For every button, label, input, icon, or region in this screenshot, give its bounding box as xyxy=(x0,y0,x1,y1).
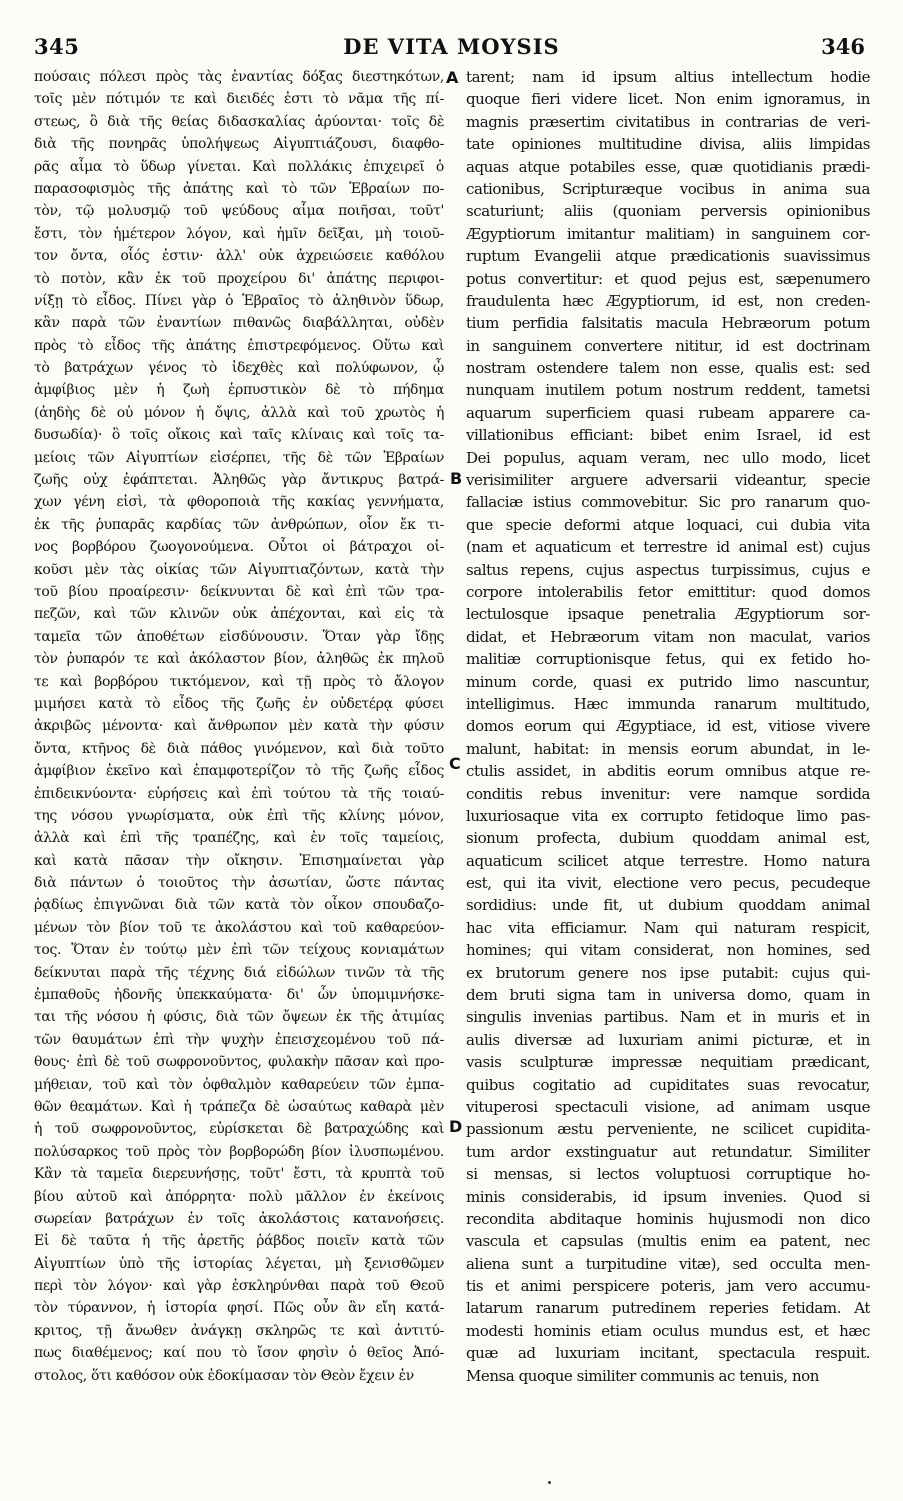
latin-text-line: passionum æstu perveniente, ne scilicet cupidita- xyxy=(466,1120,870,1139)
greek-text-line: χων γένη εἰσὶ, τὰ φθοροποιὰ τῆς κακίας γεννήματα, xyxy=(34,494,444,511)
latin-text-column xyxy=(466,66,870,1387)
latin-text-line: latarum ranarum putredinem reperies fetidam. At xyxy=(466,1299,870,1318)
page-number-left: 345 xyxy=(34,34,80,59)
latin-text-line: minis considerabis, id ipsum invenies. Quod si xyxy=(466,1187,870,1206)
latin-text-line: aliena sunt a turpitudine vitæ), sed occulta men- xyxy=(466,1254,870,1273)
greek-text-line: ζωῆς οὐχ ἐφάπτεται. Ἀληθῶς γὰρ ἄντικρυς βατρά- xyxy=(34,472,444,489)
greek-text-line: μήθειαν, τοῦ καὶ τὸν ὀφθαλμὸν καθαρεύειν τῶν ἐμπα- xyxy=(34,1076,444,1093)
greek-text-line: τὸν, τῷ μολυσμῷ τοῦ ψεύδους αἷμα ποιῆσαι, τοῦτ' xyxy=(34,203,444,220)
latin-text-line: intelligimus. Hæc immunda ranarum multitudo, xyxy=(466,694,870,713)
margin-marker-c: C xyxy=(449,754,461,773)
running-title: DE VITA MOYSIS xyxy=(343,34,560,59)
greek-text-line: τὸ βατράχων γένος τὸ ἰδεχθὲς καὶ πολύφωνον, ᾧ xyxy=(34,360,444,377)
greek-text-line: τὸ ποτὸν, κἂν ἐκ τοῦ προχείρου δι' ἀπάτης περιφοι- xyxy=(34,270,444,287)
latin-text-line: nunquam inutilem potum nostrum reddent, tametsi xyxy=(466,381,870,400)
greek-text-line: της νόσου γνωρίσματα, οὐκ ἐπὶ τῆς κλίνης μόνον, xyxy=(34,807,444,824)
latin-text-line: nostram ostendere talem non esse, qualis est: sed xyxy=(466,359,870,378)
latin-text-line: conditis rebus invenitur: vere namque sordida xyxy=(466,784,870,803)
latin-text-line: didat, et Hebræorum vitam non maculat, varios xyxy=(466,627,870,646)
latin-text-line: (nam et aquaticum et terrestre id animal est) cujus xyxy=(466,538,870,557)
greek-text-line: στεως, ὃ διὰ τῆς θείας διδασκαλίας ἀρύονται· τοῖς δὲ xyxy=(34,113,444,130)
greek-text-line: διὰ πάντων ὁ τοιοῦτος τὴν ἀσωτίαν, ὥστε πάντας xyxy=(34,875,444,892)
print-speck xyxy=(548,1481,551,1484)
greek-text-line: πολύσαρκος τοῦ πρὸς τὸν βορβορώδη βίον ἰλυσπωμένου. xyxy=(34,1143,444,1160)
greek-text-line: ἐπιδεικνύοντα· εὑρήσεις καὶ ἐπὶ τούτου τὰ τῆς τοιαύ- xyxy=(34,785,444,802)
greek-text-line: τος. Ὅταν ἐν τούτῳ μὲν ἐπὶ τῶν τείχους κονιαμάτων xyxy=(34,942,444,959)
greek-text-line: πως διαθέμενος; καί που τὸ ἴσον φησὶν ὁ θεῖος Ἀπό- xyxy=(34,1345,444,1362)
page-header xyxy=(0,0,903,62)
latin-text-line: quibus cogitatio ad cupiditates suas revocatur, xyxy=(466,1075,870,1094)
latin-text-line: tum ardor exstinguatur aut retundatur. Similiter xyxy=(466,1142,870,1161)
greek-text-line: ἀμφίβιος μὲν ἡ ζωὴ ἑρπυστικὸν δὲ τὸ πήδημα xyxy=(34,382,444,399)
greek-text-line: Εἰ δὲ ταῦτα ἡ τῆς ἀρετῆς ῥάβδος ποιεῖν κατὰ τῶν xyxy=(34,1233,444,1250)
greek-text-line: δείκνυται παρὰ τῆς τέχνης διά εἰδώλων τινῶν τὰ τῆς xyxy=(34,964,444,981)
greek-text-line: στολος, ὅτι καθόσον οὐκ ἐδοκίμασαν τὸν Θεὸν ἔχειν ἐν xyxy=(34,1367,414,1384)
latin-text-line: dem bruti signa tam in universa domo, quam in xyxy=(466,986,870,1005)
latin-text-line: vituperosi spectaculi visione, ad animam usque xyxy=(466,1097,870,1116)
latin-text-line: ctulis assidet, in abditis eorum omnibus atque re- xyxy=(466,762,870,781)
latin-text-line: aquas atque potabiles esse, quæ quotidianis prædi- xyxy=(466,157,870,176)
latin-text-line: aquaticum scilicet atque terrestre. Homo natura xyxy=(466,851,870,870)
latin-text-line: magnis præsertim civitatibus in contrarias de veri- xyxy=(466,112,870,131)
latin-text-line: est, qui ita vivit, electione vero pecus, pecudeque xyxy=(466,874,870,893)
latin-text-line: malunt, habitat: in mensis eorum abundat, in le- xyxy=(466,739,870,758)
latin-text-line: domos eorum qui Ægyptiace, id est, vitiose vivere xyxy=(466,717,870,736)
greek-text-line: ῥᾳδίως ἐπιγνῶναι διὰ τῶν κατὰ τὸν οἶκον σπουδαζο- xyxy=(34,897,444,914)
greek-text-line: σωρείαν βατράχων ἐν τοῖς ἀκολάστοις κατανοήσεις. xyxy=(34,1210,444,1227)
latin-text-line: tis et animi perspicere poteris, jam vero accumu- xyxy=(466,1277,870,1296)
greek-text-line: νίξῃ τὸ εἶδος. Πίνει γὰρ ὁ Ἑβραῖος τὸ ἀληθινὸν ὕδωρ, xyxy=(34,292,444,309)
greek-text-line: περὶ τὸν λόγον· καὶ γὰρ ἐσκληρύνθαι παρὰ τοῦ Θεοῦ xyxy=(34,1278,444,1295)
greek-text-line: θῶν θεαμάτων. Καὶ ἡ τράπεζα δὲ ὡσαύτως καθαρὰ μὲν xyxy=(34,1098,444,1115)
latin-text-line: ex brutorum genere nos ipse putabit: cujus qui- xyxy=(466,963,870,982)
latin-text-line: minum corde, quasi ex putrido limo nascuntur, xyxy=(466,672,870,691)
latin-text-line: fraudulenta hæc Ægyptiorum, id est, non creden- xyxy=(466,291,870,310)
latin-text-line: hac vita efficiamur. Nam qui naturam respicit, xyxy=(466,918,870,937)
latin-text-line: homines; qui vitam considerat, non homines, sed xyxy=(466,941,870,960)
latin-text-line: verisimiliter arguere adversarii videantur, specie xyxy=(466,471,870,490)
latin-text-line: aquarum superficiem quasi rubeam apparere ca- xyxy=(466,403,870,422)
greek-text-line: ἐμπαθοῦς ἡδονῆς ὑπεκκαύματα· δι' ὧν ὑπομιμνήσκε- xyxy=(34,987,444,1004)
latin-text-line: malitiæ corruptionisque fetus, qui ex fetido ho- xyxy=(466,650,870,669)
latin-text-line: si mensas, si lectos voluptuosi corruptique ho- xyxy=(466,1165,870,1184)
greek-text-line: δυσωδία)· ὃ τοῖς οἴκοις καὶ ταῖς κλίναις καὶ τοῖς τα- xyxy=(34,427,444,444)
greek-text-line: τὸν ῥυπαρόν τε καὶ ἀκόλαστον βίον, ἀληθῶς ἐκ πηλοῦ xyxy=(34,651,444,668)
greek-text-line: θους· ἐπὶ δὲ τοῦ σωφρονοῦντος, φυλακὴν πᾶσαν καὶ προ- xyxy=(34,1054,444,1071)
greek-text-line: μείοις τῶν Αἰγυπτίων εἰσέρπει, τῆς δὲ τῶν Ἑβραίων xyxy=(34,449,444,466)
greek-text-line: ὄντα, κτῆνος δὲ διὰ πάθος γινόμενον, καὶ διὰ τοῦτο xyxy=(34,740,444,757)
greek-text-line: τον ὄντα, οἷός ἐστιν· ἀλλ' οὐκ ἀχρειώσειε καθόλου xyxy=(34,248,444,265)
greek-text-line: ἔστι, τὸν ἡμέτερον λόγον, καὶ ἡμῖν δεῖξαι, μὴ τοιοῦ- xyxy=(34,225,444,242)
greek-text-line: πεζῶν, καὶ τῶν κλινῶν οὐκ ἀπέχονται, καὶ εἰς τὰ xyxy=(34,606,444,623)
latin-text-line: luxuriosaque vita ex corrupto fetidoque limo pas- xyxy=(466,806,870,825)
margin-marker-a: A xyxy=(446,68,459,87)
greek-text-line: μένων τὸν βίον τοῦ τε ἀκολάστου καὶ τοῦ καθαρεύον- xyxy=(34,919,444,936)
latin-text-line: ruptum Evangelii atque prædicationis suavissimus xyxy=(466,247,870,266)
latin-text-line: recondita abditaque hominis hujusmodi non dico xyxy=(466,1209,870,1228)
latin-text-line: vascula et capsulas (multis enim ea patent, nec xyxy=(466,1232,870,1251)
page-number-right: 346 xyxy=(821,34,865,59)
greek-text-line: ἀκριβῶς μένοντα· καὶ ἄνθρωπον μὲν κατὰ τὴν φύσιν xyxy=(34,718,444,735)
greek-text-line: κοῦσι μὲν τὰς οἰκίας τῶν Αἰγυπτιαζόντων, κατὰ τὴν xyxy=(34,561,444,578)
latin-text-line: Ægyptiorum imitantur malitiam) in sanguinem cor- xyxy=(466,224,870,243)
margin-marker-d: D xyxy=(449,1117,463,1136)
latin-text-line: Mensa quoque similiter communis ac tenuis, non xyxy=(466,1366,819,1385)
latin-text-line: vasis sculpturæ impressæ nequitiam prædicant, xyxy=(466,1053,870,1072)
greek-text-line: (ἀηδὴς δὲ οὐ μόνον ἡ ὄψις, ἀλλὰ καὶ τοῦ χρωτὸς ἡ xyxy=(34,404,444,421)
greek-text-line: ἀμφίβιον ἐκεῖνο καὶ ἐπαμφοτερίζον τὸ τῆς ζωῆς εἶδος xyxy=(34,763,444,780)
greek-text-line: Αἰγυπτίων ὑπὸ τῆς ἱστορίας λέγεται, μὴ ξενισθῶμεν xyxy=(34,1255,444,1272)
latin-text-line: quæ ad luxuriam incitant, spectacula respuit. xyxy=(466,1344,870,1363)
latin-text-line: que specie deformi atque loquaci, cui dubia vita xyxy=(466,515,870,534)
greek-text-line: καὶ κατὰ πᾶσαν τὴν οἴκησιν. Ἐπισημαίνεται γὰρ xyxy=(34,852,444,869)
latin-text-line: corpore intolerabilis fetor emittitur: quod domos xyxy=(466,582,870,601)
greek-text-line: παρασοφισμὸς τῆς ἀπάτης καὶ τὸ τῶν Ἑβραίων πο- xyxy=(34,180,444,197)
greek-text-line: τῶν θαυμάτων ἐπὶ τὴν ψυχὴν ἐπεισχεομένου τοῦ πά- xyxy=(34,1031,444,1048)
latin-text-line: cationibus, Scripturæque vocibus in anima sua xyxy=(466,179,870,198)
latin-text-line: in sanguinem convertere nititur, id est doctrinam xyxy=(466,336,870,355)
greek-text-line: ἀλλὰ καὶ ἐπὶ τῆς τραπέζης, καὶ ἐν τοῖς ταμείοις, xyxy=(34,830,444,847)
greek-text-line: ταμεῖα τῶν ἀποθέτων εἰσδύνουσιν. Ὅταν γὰρ ἴδῃς xyxy=(34,628,444,645)
latin-text-line: tate opiniones multitudine divisa, aliis limpidas xyxy=(466,135,870,154)
greek-text-line: ρᾶς αἷμα τὸ ὕδωρ γίνεται. Καὶ πολλάκις ἐπιχειρεῖ ὁ xyxy=(34,158,444,175)
latin-text-line: lectulosque ipsaque penetralia Ægyptiorum sor- xyxy=(466,605,870,624)
greek-text-line: τοῦ βίου προαίρεσιν· δείκνυνται δὲ καὶ ἐπὶ τῶν τρα- xyxy=(34,583,444,600)
latin-text-line: modesti hominis etiam oculus mundus est, et hæc xyxy=(466,1321,870,1340)
latin-text-line: aulis diversæ ad luxuriam animi picturæ, et in xyxy=(466,1030,870,1049)
greek-text-line: τοῖς μὲν πότιμόν τε καὶ διειδές ἐστι τὸ νᾶμα τῆς πί- xyxy=(34,91,444,108)
greek-text-line: ται τῆς νόσου ἡ φύσις, διὰ τῶν ὄψεων ἐκ τῆς ἀτιμίας xyxy=(34,1009,444,1026)
margin-marker-b: B xyxy=(450,469,463,488)
latin-text-line: Dei populus, aquam veram, nec ullo modo, licet xyxy=(466,448,870,467)
latin-text-line: villationibus efficiant: bibet enim Israel, id est xyxy=(466,426,870,445)
latin-text-line: scaturiunt; aliis (quoniam perversis opinionibus xyxy=(466,202,870,221)
greek-text-line: ἡ τοῦ σωφρονοῦντος, εὑρίσκεται δὲ βατραχώδης καὶ xyxy=(34,1121,444,1138)
latin-text-line: singulis invenias partibus. Nam et in muris et in xyxy=(466,1008,870,1027)
greek-text-line: κριτος, τῇ ἄνωθεν ἀνάγκῃ σκληρῶς τε καὶ ἀντιτύ- xyxy=(34,1322,444,1339)
greek-text-line: νος βορβόρου ζωογονούμενα. Οὗτοι οἱ βάτραχοι οἰ- xyxy=(34,539,444,556)
greek-text-line: ἐκ τῆς ῥυπαρᾶς καρδίας τῶν ἀνθρώπων, οἷον ἔκ τι- xyxy=(34,516,444,533)
latin-text-line: quoque fieri videre licet. Non enim ignoramus, in xyxy=(466,90,870,109)
latin-text-line: sordidius: unde fit, ut dubium quoddam animal xyxy=(466,896,870,915)
latin-text-line: tium perfidia falsitatis macula Hebræorum potum xyxy=(466,314,870,333)
greek-text-line: τε καὶ βορβόρου τικτόμενον, καὶ τῇ πρὸς τὸ ἄλογον xyxy=(34,673,444,690)
greek-text-line: πρὸς τὸ εἶδος τῆς ἀπάτης ἐπιστρεφόμενος. Οὕτω καὶ xyxy=(34,337,444,354)
greek-text-line: βίου αὐτοῦ καὶ ἀπόρρητα· πολὺ μᾶλλον ἐν ἐκείνοις xyxy=(34,1188,444,1205)
greek-text-line: διὰ τῆς πονηρᾶς ὑπολήψεως Αἰγυπτιάζουσι, διαφθο- xyxy=(34,136,444,153)
greek-text-line: κἂν παρὰ τῶν ἐναντίων πιθανῶς διαβάλληται, οὐδὲν xyxy=(34,315,444,332)
latin-text-line: fallaciæ istius commovebitur. Sic pro ranarum quo- xyxy=(466,493,870,512)
latin-text-line: potus convertitur: et quod pejus est, sæpenumero xyxy=(466,269,870,288)
greek-text-line: πούσαις πόλεσι πρὸς τὰς ἐναντίας δόξας διεστηκότων, xyxy=(34,69,444,85)
latin-text-line: saltus repens, cujus aspectus turpissimus, cujus e xyxy=(466,560,870,579)
latin-text-line: sionum profecta, dubium quoddam animal est, xyxy=(466,829,870,848)
greek-text-column xyxy=(34,66,444,1387)
latin-text-line: tarent; nam id ipsum altius intellectum hodie xyxy=(466,68,870,86)
greek-text-line: τὸν τύραννον, ἡ ἱστορία φησί. Πῶς οὖν ἂν εἴη κατά- xyxy=(34,1300,444,1317)
greek-text-line: Κἂν τὰ ταμεῖα διερευνήσῃς, τοῦτ' ἔστι, τὰ κρυπτὰ τοῦ xyxy=(34,1166,444,1183)
greek-text-line: μιμήσει κατὰ τὸ εἶδος τῆς ζωῆς ἐν οὐδετέρᾳ φύσει xyxy=(34,695,444,712)
